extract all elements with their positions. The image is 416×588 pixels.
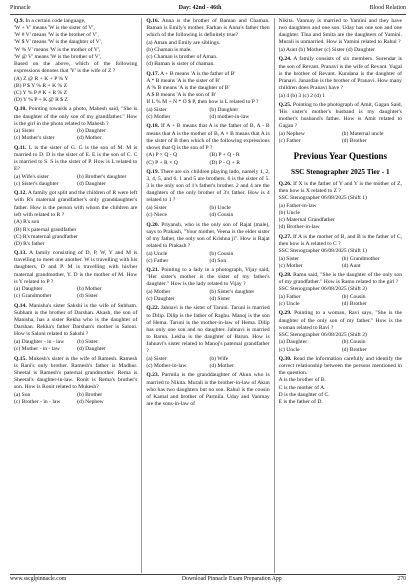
question-text [14, 47, 137, 54]
question-line: Pointing to a woman, Ravi says, "She is the daughter of the only son of my father." How is the woman related to Ravi ? [278, 310, 402, 331]
section-title: Previous Year Questions [293, 151, 387, 162]
header-topic: Blood Relation [369, 5, 406, 12]
question-text [14, 39, 137, 46]
question-item [279, 102, 402, 145]
answer-option: (b) Brother's daughter [77, 173, 127, 180]
question-text [279, 195, 402, 202]
question-line: If X is the father of Y and Y is the mother of Z, then how is X related to Z ? [278, 181, 402, 195]
answer-option: (d) Nephew [77, 398, 104, 405]
answer-option: (B) P $ Y % R + K % Z [14, 82, 68, 89]
question-item [279, 356, 402, 406]
answer-option: (c) Uncle [278, 346, 300, 353]
answer-option: (d) Sister [209, 296, 231, 303]
question-text [279, 181, 402, 195]
column-2 [141, 18, 273, 573]
answer-option: (B) P + Q - R [209, 152, 240, 159]
page-number: 270 [397, 576, 406, 583]
answer-option: (A) Z @ R + K + P % Y [14, 75, 69, 82]
question-number: Q.29. [278, 310, 292, 317]
answer-option: (c) Father [146, 257, 169, 264]
answer-option: (D) Y % P + K @ R $ Z [14, 97, 68, 104]
answer-option: (c) Mother's sister [14, 135, 55, 142]
question-line: A family consisting of D, P, W, Y and M is travelling to meet one another. W is travelling with his daughters, D and P. M is travelling with his/her maternal grandmother, Y. D is the mother of M. How is Y related to P ? [14, 250, 138, 285]
question-line: A + B means 'A is the father of B' [160, 70, 236, 77]
answer-option: (a) Sister [14, 128, 35, 135]
answer-option: (D) R's father [14, 240, 45, 247]
answer-option: (b) Chaman is male. [146, 47, 192, 54]
question-item [279, 234, 402, 270]
answer-option: (b) Cousin [341, 293, 366, 300]
answer-option: (d) Mother [209, 363, 234, 370]
answer-option: (d) Brother [341, 138, 367, 145]
question-number: Q.14. [14, 302, 27, 309]
answer-option: (b) Daughter [77, 128, 106, 135]
question-item [146, 169, 269, 219]
answer-options [146, 289, 269, 303]
answer-option: (d) Daughter [77, 346, 106, 353]
question-text [279, 385, 402, 392]
answer-option: (c) Chaman is brother of Aman. [146, 54, 218, 61]
question-line: Mukesh's sister is the wife of Ramesh. Ramesh is Rani's only brother. Ramesh's father is Madhur. Sheetal is Ramesh's paternal grandmother. Rema is Sheetal's daughter-in-law. Ronit is Rema's brother's son. How is Ronit related to Mukesh? [14, 355, 138, 391]
answer-option: (b) Grandmother [341, 255, 380, 262]
answer-options [146, 40, 269, 69]
answer-option: (C) P + R × Q [146, 159, 178, 166]
answer-options [14, 174, 137, 188]
answer-option: (a) Daughter [278, 339, 308, 346]
question-line: Pointing to a lady in a photograph, Vijay said, "Her sister's mother is the sister of my father's daughter." How is the lady related to Vijay ? [146, 267, 270, 288]
answer-option: (b) Mother [77, 286, 102, 293]
answer-option: (A) R's son [14, 219, 40, 226]
question-text [146, 267, 269, 288]
answer-options [279, 256, 402, 270]
question-item [146, 267, 269, 303]
question-line: Priyansh, who is the only son of Rajat (male), says to Prakash, "Your mother, Veena is the elder sister of my father, the only son of Krishna ji". How is Rajat related to Prakash ? [146, 221, 270, 249]
question-number: Q.28. [278, 272, 292, 279]
answer-options [146, 251, 269, 265]
question-item [14, 356, 137, 406]
question-text [14, 356, 137, 392]
question-number: Q.27. [278, 233, 292, 240]
question-line: If L % M + N * O $ P, then how is L related to P ? [146, 99, 259, 106]
question-line: A family consists of six members. Surendar is the son of Revant. Pranavi is the wife of Revant. Yugal is the brother of Revant. Kundana is the daughter of Pranavi. Janardan is the brother of Pranavi. How many children does Pranavi have ? [278, 56, 402, 91]
question-text [146, 18, 269, 39]
question-line: Jahnavi is the sister of Taruni. Taruni is married to Dilip. Dilip is the father of Raghu. Manoj is the son of Hema. Taruni is the mother-in-law of Hema. Dilip has only one son and no daughter. Jahnavi is married to Barun. Lekha is the daughter of Barun. How is Jahnavi's sister related to Manoj's paternal grandfather ? [146, 305, 270, 355]
question-number: Q.13. [14, 250, 27, 257]
question-text [279, 392, 402, 399]
answer-option: (c) Brother - in - law [14, 398, 61, 405]
answer-option: (c) Mother - in - law [14, 346, 60, 353]
answer-option: (b) Wife [209, 355, 229, 362]
column-1 [10, 18, 141, 573]
question-line: SSC Stenographer 06/08/2025 (Shift 2) [278, 286, 367, 293]
answer-option: (D) P - Q + R [209, 159, 240, 166]
question-item [279, 310, 402, 353]
question-line: E is the father of D. [278, 398, 323, 405]
question-line: 'W + V' means 'W is the sister of V', [14, 25, 95, 32]
question-line: Nikita. Vanmay is married to Yamini and they have two daughters and one son. Uday has one son and one daughter. Tina and Smita are the daughters of Yamini. Murali is unmarried. How is Yamini related to Rahul ? [278, 18, 402, 46]
question-line: A $ B means 'A is the son of B' [146, 92, 216, 99]
question-number: Q.10. [14, 106, 27, 113]
answer-option: (c) Mother [146, 114, 171, 120]
question-item [146, 305, 269, 370]
answer-option: (b) Brother [77, 391, 103, 398]
question-item [279, 272, 402, 308]
question-line: 'W # V' means 'W is the brother of V', [14, 32, 99, 39]
answer-option: (a) Daughter - in - law [14, 339, 65, 345]
answer-option: (a) Son [14, 391, 31, 398]
question-number: Q.25. [278, 101, 292, 108]
answer-options [146, 356, 269, 370]
question-line: SSC Stenographer 06/08/2025 (Shift 2) [278, 331, 367, 338]
answer-options [146, 107, 269, 121]
app-download-text: Download Pinnacle Exam Preparation App [181, 576, 282, 583]
answer-options [14, 219, 137, 248]
answer-option: (d) Brother-in-law [278, 224, 320, 231]
answer-options [279, 203, 402, 232]
question-number: Q.30. [278, 355, 292, 362]
answer-option: (a) 4 (b) 3 (c) 2 (d) 1 [278, 92, 326, 99]
answer-option: (c) Mother-in-law [146, 363, 187, 370]
question-text [279, 310, 402, 331]
answer-option: (d) Aunt [341, 262, 361, 269]
question-text [279, 18, 402, 47]
question-item [14, 190, 137, 248]
answer-option: (b) Cousin [209, 250, 234, 257]
question-text [14, 61, 137, 75]
question-number: Q.22. [146, 305, 160, 312]
question-number: Q.24. [278, 56, 292, 63]
question-number: Q.20. [146, 221, 160, 228]
question-text [14, 145, 137, 174]
question-item [146, 71, 269, 121]
question-text [279, 248, 402, 255]
website-link[interactable]: www.sscglpinnacle.com [10, 576, 67, 583]
answer-options [14, 392, 137, 406]
question-item [146, 372, 269, 408]
question-text [14, 303, 137, 339]
answer-options [279, 294, 402, 308]
question-item [279, 56, 402, 99]
question-line: Ramu said, "She is the daughter of the only son of my grandfather." How is Ramu related to the girl ? [278, 272, 402, 286]
answer-option: (a) Nephew [278, 130, 305, 137]
answer-option: (a) Sister [146, 106, 167, 113]
answer-options [279, 131, 402, 145]
question-line: 'W $ V' means 'W is the daughter of V', [14, 39, 103, 46]
question-number: Q.21. [146, 267, 160, 274]
answer-option: (c) Uncle [278, 301, 300, 308]
question-text [14, 190, 137, 219]
answer-option: (c) Maternal Grandfather [278, 217, 335, 224]
header-day-range: Day: 42nd - 46th [178, 5, 222, 12]
question-number: Q.23. [146, 372, 160, 379]
question-item [279, 18, 402, 54]
question-line: D is the daughter of C. [278, 391, 330, 398]
question-text [279, 399, 402, 406]
question-text [279, 332, 402, 339]
question-line: A % B means 'A is the daughter of B' [146, 84, 230, 91]
question-text [279, 102, 402, 131]
question-line: Read the information carefully and identify the correct relationship between the persons mentioned in the question. [278, 355, 402, 377]
question-line: There are six children playing ludo, namely 1, 2, 3, 4, 5, and 6. 1 and 5 are brothers. 6 is the sister of 5. 3 is the only son of 1's father's brother. 2 and 4 are the daughters of the only brother of 3's father. How is 4 related to 1 ? [146, 168, 270, 204]
question-line: Anna is the brother of Baman and Chaman. Baman is Emily's mother. Farhan is Anna's father then which of the following is definitely true? [146, 18, 270, 39]
question-line: A is the brother of B. [278, 377, 326, 384]
question-line: L is the sister of G. G is the son of M. M is married to D. D is the sister of E. E is the son of C. C is married to S. S is the sister of P. How is L related to E? [14, 144, 138, 173]
question-text [146, 169, 269, 205]
answer-option: (a) Sister [146, 355, 167, 362]
answer-options [279, 339, 402, 353]
page-header [10, 4, 406, 15]
answer-option: (b) Uncle [278, 210, 300, 217]
answer-options [14, 286, 137, 300]
answer-option: (C) Y % P # K + R % Z [14, 89, 68, 96]
header-brand: Pinnacle [10, 5, 31, 12]
page-footer [10, 574, 406, 585]
question-text [146, 305, 269, 355]
answer-option: (d) Son [209, 257, 227, 264]
question-line: SSC Stenographer 06/08/2025 (Shift 1) [278, 195, 367, 202]
question-text [279, 356, 402, 377]
answer-option: (b) Sister [77, 339, 98, 345]
question-number: Q.12. [14, 190, 27, 197]
answer-option: (d) Daughter [77, 180, 106, 187]
question-text [146, 78, 269, 85]
question-item [14, 18, 137, 104]
question-columns [10, 18, 406, 573]
answer-option: (a) Sister [146, 205, 167, 212]
answer-option: (d) Baman is sister of chaman. [146, 61, 215, 68]
answer-option: (b) Cousin [341, 339, 366, 346]
question-line: If A + B means that A is the father of B, A - B means that A is the mother of B, A × B means that A is the sister of B then which of the following expressions shows that Q is the son of P ? [146, 123, 270, 151]
question-number: Q.26. [278, 181, 292, 188]
answer-option: (a) Aunt (b) Mother (c) Sister (d) Daughter [278, 47, 375, 54]
question-line: Parmila is the granddaughter of Akun who is married to Nikita. Murali is the brother-in-law of Akun who has two daughters but no son. Rahul is the cousin of Kamal and brother of Parmila. Uday and Vanmay are the sons-in-law of [146, 372, 270, 408]
question-line: 'W @ V' means 'W is the brother of V', [14, 53, 102, 60]
question-line: Manisha's sister Sakshi is the wife of Subham. Subham is the brother of Darshan. Akash, the son of Manisha, has a sister Rekha who is the daughter of Darshan. Rekha's father Darshan's mother is Saloni. How is Saloni related to Sakshi ? [14, 302, 138, 338]
answer-options [14, 76, 137, 105]
question-line: SSC Stenographer 06/08/2025 (Shift 1) [278, 248, 367, 255]
question-number: Q.18. [146, 123, 160, 130]
question-text [14, 54, 137, 61]
question-text [14, 250, 137, 286]
question-number: Q.17. [146, 70, 160, 77]
answer-option: (a) Father-in-law [278, 202, 317, 209]
answer-options [14, 339, 137, 353]
answer-option: (b) Sister's daughter [209, 288, 255, 295]
answer-option: (c) Mother [278, 262, 303, 269]
question-number: Q.16. [146, 18, 160, 24]
question-line: In a certain code language, [25, 18, 86, 24]
question-item [146, 18, 269, 68]
question-line: If A is the mother of B, and B is the father of C, then how is A related to C ? [278, 233, 402, 247]
answer-option: (c) Father [278, 138, 301, 145]
answer-option: (C) R's maternal grandfather [14, 233, 78, 240]
question-text [146, 71, 269, 78]
answer-option: (d) Sister [77, 293, 98, 300]
question-item [146, 123, 269, 166]
question-item [14, 106, 137, 142]
question-line: Pointing towards a photo, Mahesh said, "She is the daughter of the only son of my grandfather." How is the girl in the photo related to Mahesh ? [14, 106, 138, 127]
question-line: Based on the above, which of the following expressions denotes that 'Y' is the wife of Z ? [14, 60, 138, 75]
answer-option: (a) Daughter [14, 286, 43, 293]
answer-options [146, 152, 269, 166]
question-number: Q.19. [146, 168, 160, 175]
question-text [279, 234, 402, 248]
question-line: A family got split and the children of R were left with R's maternal grandfather's only granddaughter's father. How is the person with whom the children are left with related to R ? [14, 190, 138, 218]
answer-options [279, 47, 402, 54]
question-line: A * B means 'A is the sister of B' [146, 77, 220, 84]
question-text [146, 123, 269, 152]
answer-options [146, 205, 269, 219]
question-number: Q.11. [14, 144, 27, 151]
question-text [279, 272, 402, 286]
question-text [279, 286, 402, 293]
question-text [14, 106, 137, 127]
question-line: 'W % V' means 'W is the mother of V', [14, 46, 101, 53]
answer-option: (d) Mother [77, 135, 102, 142]
question-text [146, 222, 269, 251]
answer-option: (a) Sister [278, 255, 300, 262]
answer-option: (a) Father [278, 293, 301, 300]
answer-option: (a) Aman and Emily are siblings. [146, 39, 221, 46]
question-item [14, 145, 137, 188]
answer-options [14, 128, 137, 142]
answer-option: (d) mother-in-law [209, 114, 250, 120]
answer-option: (b) Uncle [209, 205, 231, 212]
question-item [14, 250, 137, 300]
question-text [279, 377, 402, 384]
question-line: Pointing to the photograph of Amit, Gagan Said, 'His sister's mother's husband is my daughter's mother's husband's father. How is Amit related to Gagan ? [278, 101, 402, 130]
answer-option: (d) Cousin [209, 212, 234, 219]
answer-option: (a) Wife's sister [14, 173, 49, 180]
answer-option: (c) Daughter [146, 296, 175, 303]
answer-option: (a) Mother [146, 288, 171, 295]
question-text [146, 99, 269, 106]
question-item [146, 222, 269, 265]
answer-option: (b) Maternal uncle [341, 130, 384, 137]
question-text [279, 56, 402, 92]
question-item [279, 181, 402, 231]
question-item [14, 303, 137, 353]
question-number: Q.9. [14, 18, 24, 24]
answer-option: (c) Grandmother [14, 293, 52, 300]
answer-options [279, 93, 402, 100]
subsection-title: SSC Stenographer 2025 Tier - 1 [291, 166, 390, 176]
answer-option: (a) Uncle [146, 250, 168, 257]
answer-option: (c) Niece [146, 212, 167, 219]
answer-option: (b) Daughter [209, 106, 239, 113]
question-number: Q.15. [14, 355, 27, 362]
answer-option: (d) Brother [341, 301, 367, 308]
answer-option: (B) R's paternal grandfather [14, 226, 77, 233]
question-line: C is the mother of A. [278, 384, 326, 391]
column-3 [274, 18, 406, 573]
answer-option: (d) Brother [341, 346, 367, 353]
question-text [146, 372, 269, 408]
answer-option: (A) P × Q - Q [146, 152, 178, 159]
answer-option: (c) Sister's daughter [14, 180, 59, 187]
